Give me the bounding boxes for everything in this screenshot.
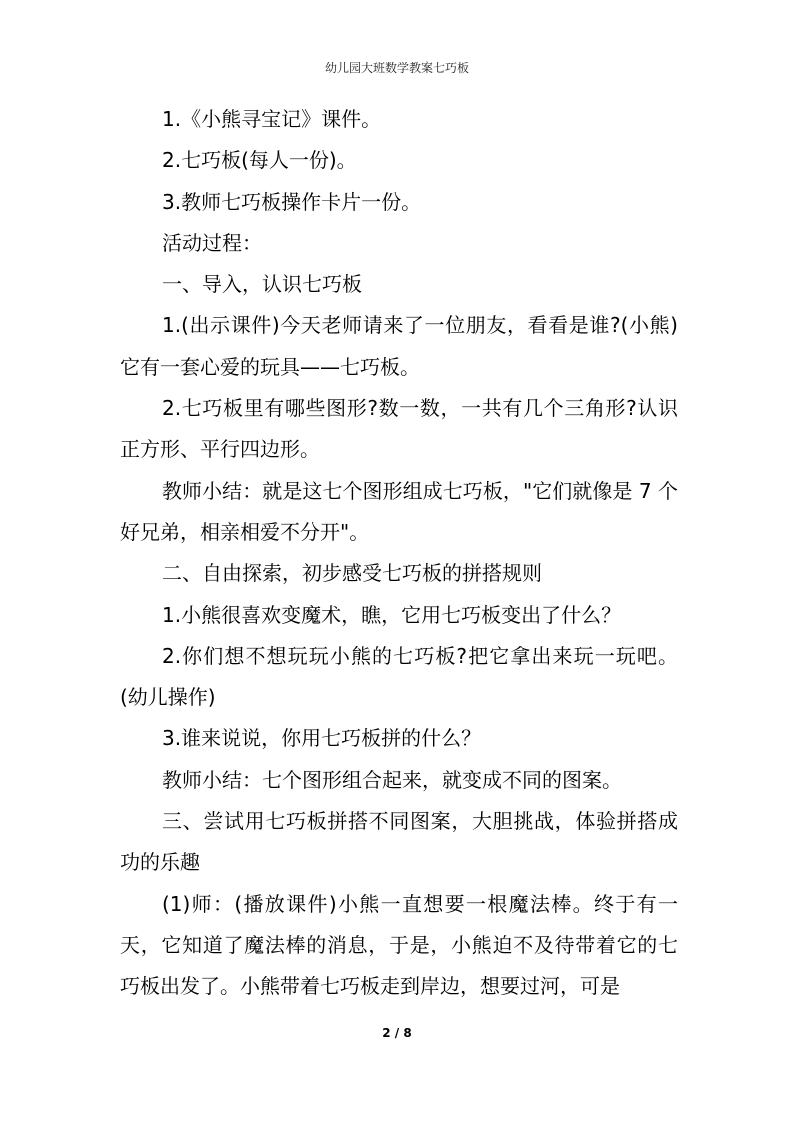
section-heading: 二、自由探索，初步感受七巧板的拼搭规则 (162, 561, 542, 586)
paragraph: 2.七巧板里有哪些图形?数一数，一共有几个三角形?认识正方形、平行四边形。 (120, 396, 678, 462)
paragraph: 1.小熊很喜欢变魔术，瞧，它用七巧板变出了什么？ (162, 602, 622, 627)
section-heading: 三、尝试用七巧板拼搭不同图案，大胆挑战，体验拼搭成功的乐趣 (120, 809, 678, 875)
paragraph: 3.教师七巧板操作卡片一份。 (162, 189, 422, 214)
paragraph: 1.《小熊寻宝记》课件。 (162, 107, 382, 131)
page-header: 幼儿园大班数学教案七巧板 (324, 61, 469, 75)
paragraph: 3.谁来说说，你用七巧板拼的什么？ (162, 726, 482, 751)
paragraph: 1.(出示课件)今天老师请来了一位朋友，看看是谁?(小熊)它有一套心爱的玩具——七巧板。 (120, 313, 678, 379)
section-heading: 一、导入，认识七巧板 (162, 272, 362, 297)
paragraph: (1)师：(播放课件)小熊一直想要一根魔法棒。终于有一天，它知道了魔法棒的消息，于是，小熊迫不及待带着它的七巧板出发了。小熊带着七巧板走到岸边，想要过河，可是 (120, 891, 678, 999)
document-body (120, 99, 678, 1008)
paragraph: 活动过程： (162, 230, 262, 255)
paragraph: 2.七巧板(每人一份)。 (162, 148, 357, 173)
paragraph: 教师小结：七个图形组合起来，就变成不同的图案。 (162, 767, 622, 792)
page-number: 2 / 8 (382, 1026, 412, 1040)
paragraph: 教师小结：就是这七个图形组成七巧板，"它们就像是 7 个好兄弟，相亲相爱不分开"。 (120, 478, 678, 544)
paragraph: 2.你们想不想玩玩小熊的七巧板?把它拿出来玩一玩吧。(幼儿操作) (120, 643, 678, 710)
